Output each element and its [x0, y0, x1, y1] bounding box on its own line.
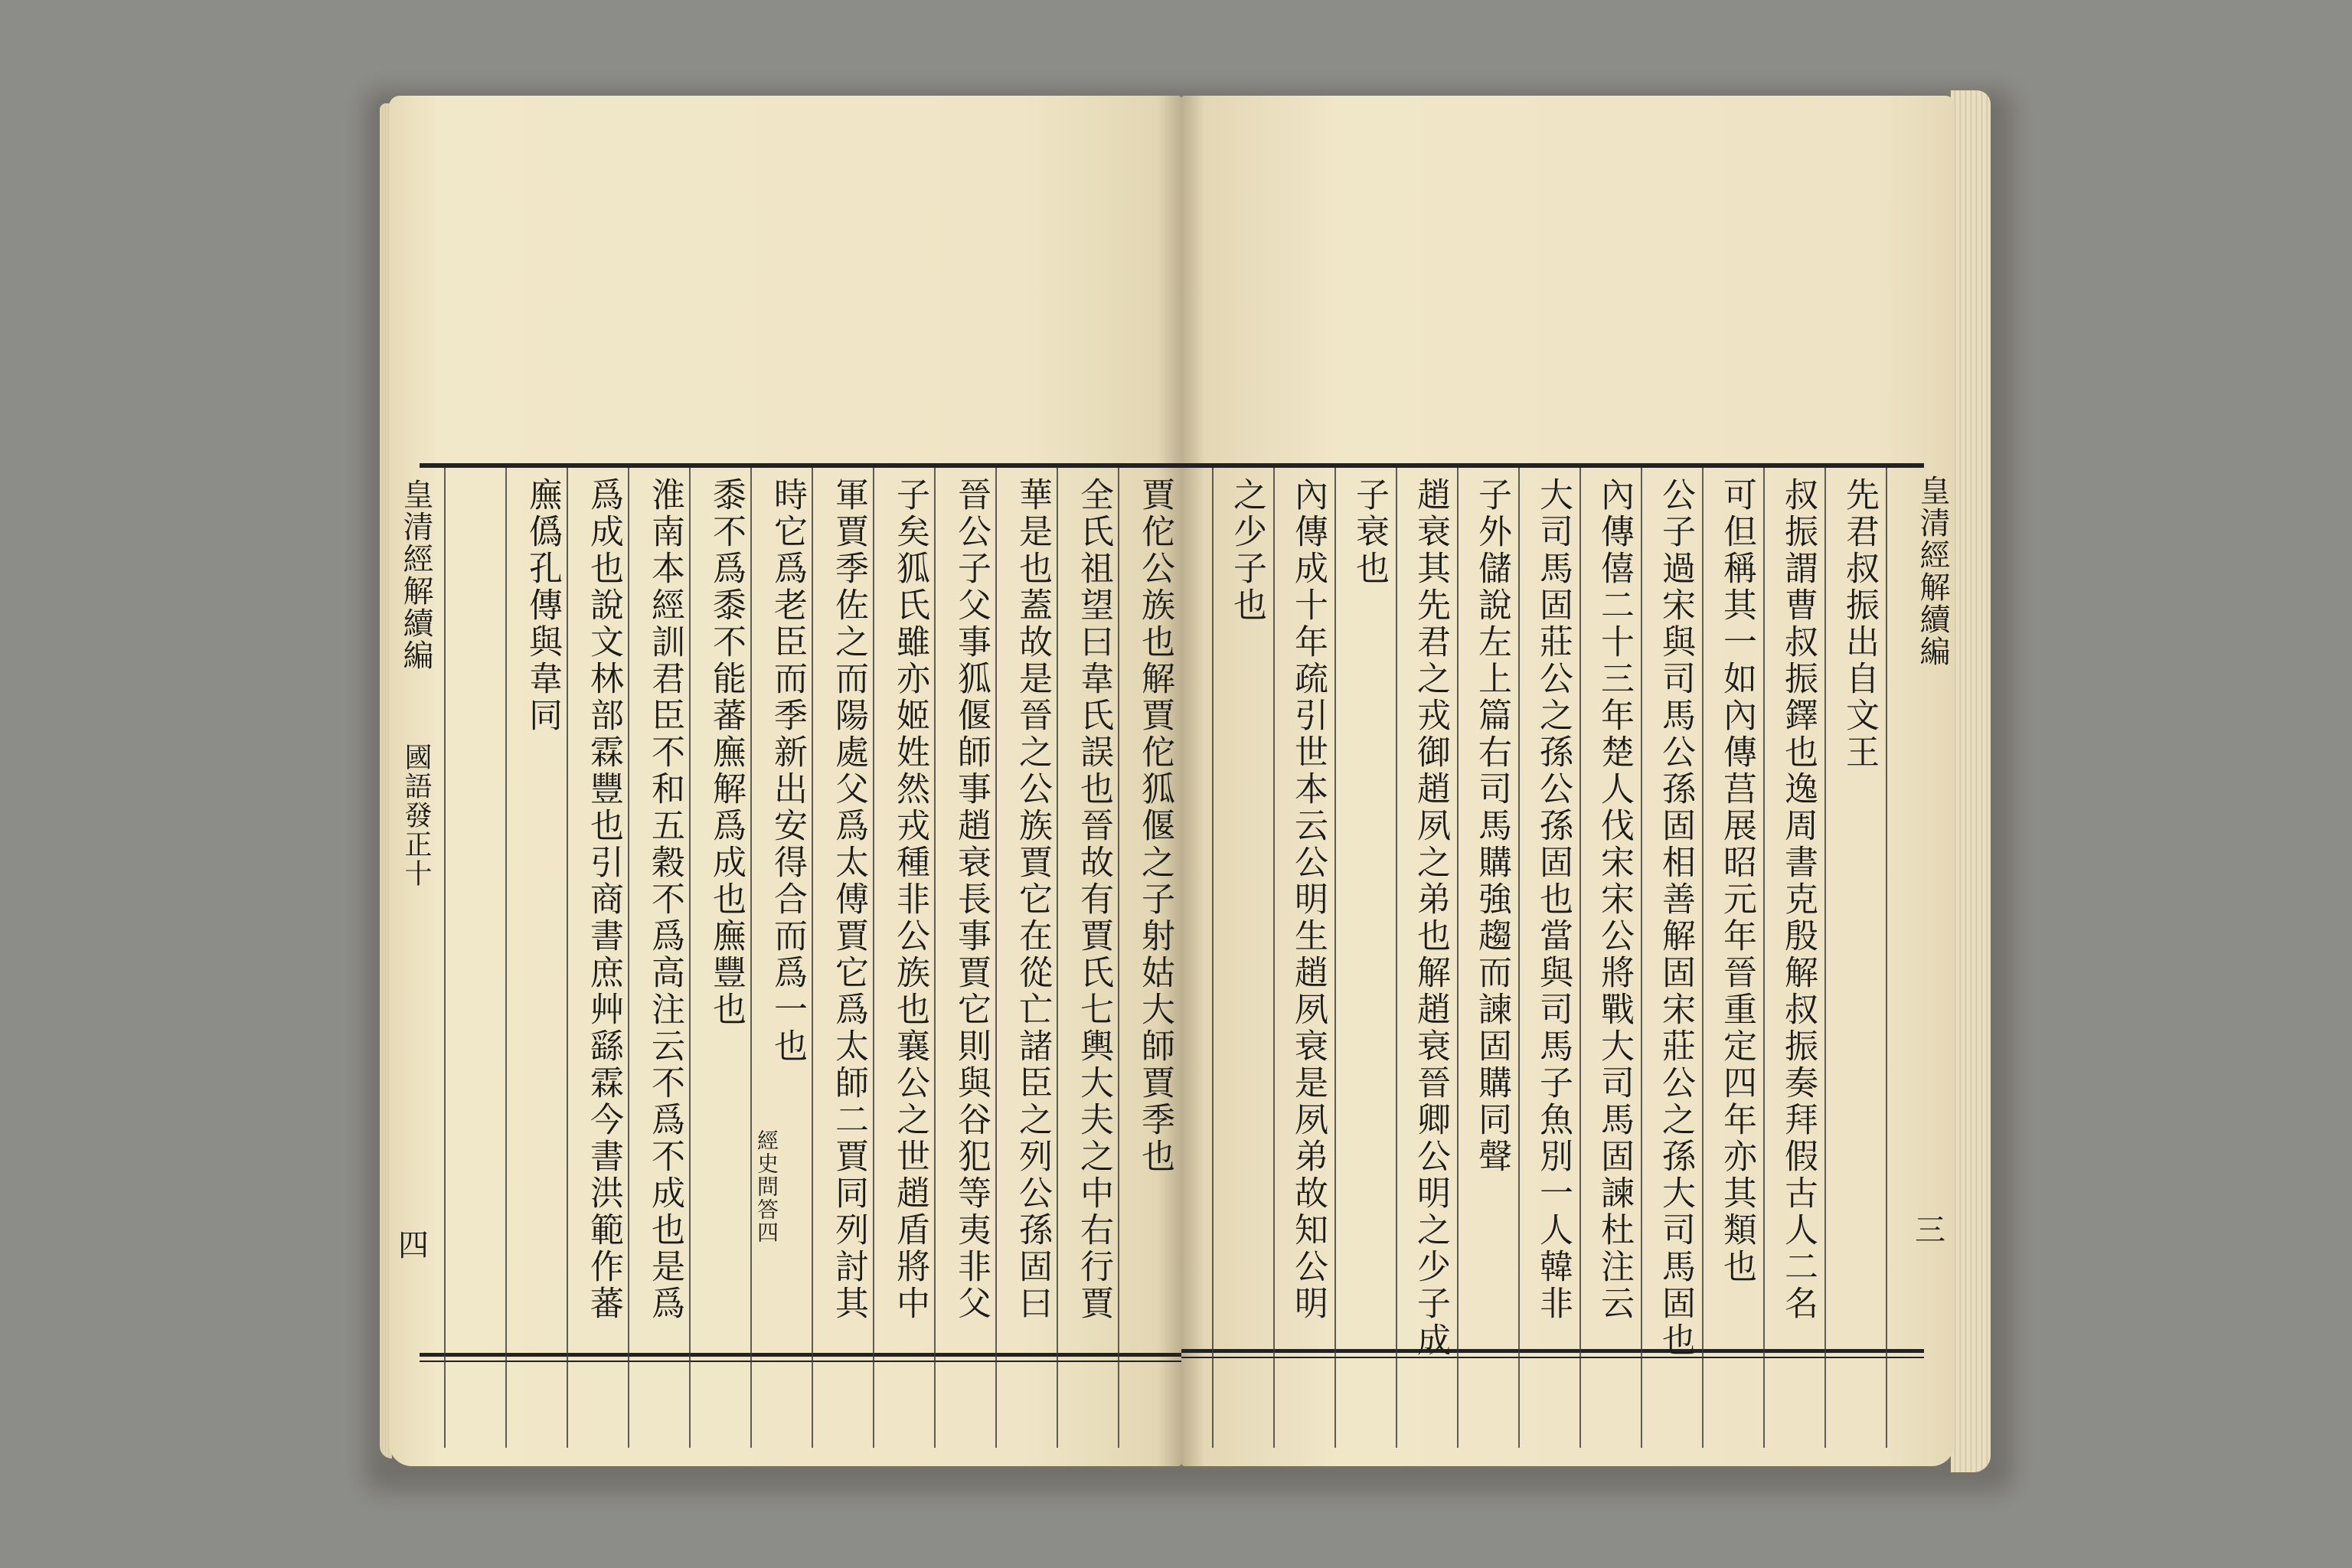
column-rule [1212, 468, 1214, 1448]
column-rule [1457, 468, 1459, 1448]
text-column: 子矣狐氏雖亦姬姓然戎種非公族也襄公之世趙盾將中 [890, 477, 929, 1322]
column-rule [689, 468, 691, 1448]
column-rule [1824, 468, 1826, 1448]
column-rule [873, 468, 874, 1448]
text-column: 之少子也 [1227, 477, 1266, 624]
column-rule [1702, 468, 1704, 1448]
column-rule [1518, 468, 1520, 1448]
column-rule [444, 468, 446, 1448]
text-column: 爲成也說文林部霖豐也引商書庶艸繇霖今書洪範作蕃 [584, 477, 623, 1322]
text-column: 內傳僖二十三年楚人伐宋宋公將戰大司馬固諫杜注云 [1595, 477, 1634, 1322]
column-rule [995, 468, 997, 1448]
column-rule [567, 468, 568, 1448]
column-rule [1641, 468, 1642, 1448]
right-page [1181, 96, 1955, 1466]
text-column: 時它爲老臣而季新出安得合而爲一也 [768, 477, 807, 1065]
column-rule [1273, 468, 1275, 1448]
text-column: 子外儲說左上篇右司馬購強趨而諫固購同聲 [1472, 477, 1511, 1175]
column-rule [1763, 468, 1765, 1448]
column-rule [1118, 468, 1119, 1448]
column-rule [934, 468, 936, 1448]
text-column: 大司馬固莊公之孫公孫固也當與司馬子魚別一人韓非 [1534, 477, 1573, 1322]
text-column: 趙衰其先君之戎御趙夙之弟也解趙衰晉卿公明之少子成 [1411, 477, 1450, 1359]
text-column: 全氏祖望曰韋氏誤也晉故有賈氏七輿大夫之中右行賈 [1074, 477, 1113, 1322]
right-page-number: 三 [1915, 1213, 1945, 1248]
column-rule [505, 468, 507, 1448]
column-rule [1886, 468, 1887, 1448]
text-column: 廡僞孔傳與韋同 [523, 477, 562, 734]
text-column: 子衰也 [1350, 477, 1389, 587]
small-note: 經史問答四 [754, 1129, 779, 1244]
text-column: 公子過宋與司馬公孫固相善解固宋莊公之孫大司馬固也 [1656, 477, 1695, 1359]
text-column: 華是也蓋故是晉之公族賈它在從亡諸臣之列公孫固曰 [1013, 477, 1052, 1322]
text-column: 先君叔振出自文王 [1840, 477, 1879, 771]
column-rule [1396, 468, 1397, 1448]
column-rule [1057, 468, 1058, 1448]
text-column: 黍不爲黍不能蕃廡解爲成也廡豐也 [707, 477, 746, 1028]
left-page-number: 四 [398, 1228, 429, 1263]
text-column: 賈佗公族也解賈佗狐偃之子射姑大師賈季也 [1135, 477, 1174, 1175]
left-margin-title: 皇清經解續編 [398, 479, 433, 671]
text-column: 晉公子父事狐偃師事趙衰長事賈它則與谷犯等夷非父 [952, 477, 991, 1322]
right-margin-title: 皇清經解續編 [1915, 475, 1950, 668]
left-margin-section: 國語發正十 [400, 743, 432, 888]
column-rule [1334, 468, 1336, 1448]
left-bottom-rule-thin [420, 1361, 1181, 1362]
text-column: 內傳成十年疏引世本云公明生趙夙衰是夙弟故知公明 [1289, 477, 1328, 1322]
column-rule [628, 468, 629, 1448]
text-column: 可但稱其一如內傳莒展昭元年晉重定四年亦其類也 [1717, 477, 1756, 1285]
right-page-stack [1951, 90, 1991, 1472]
text-column: 叔振謂曹叔振鐸也逸周書克殷解叔振奏拜假古人二名 [1779, 477, 1818, 1322]
text-column: 淮南本經訓君臣不和五穀不爲高注云不爲不成也是爲 [645, 477, 684, 1322]
left-bottom-rule [420, 1353, 1181, 1357]
column-rule [750, 468, 752, 1448]
right-bottom-rule-thin [1181, 1357, 1924, 1358]
column-rule [812, 468, 813, 1448]
text-column: 軍賈季佐之而陽處父爲太傅賈它爲太師二賈同列討其 [829, 477, 868, 1322]
left-page [389, 96, 1181, 1466]
right-bottom-rule [1181, 1349, 1924, 1353]
column-rule [1579, 468, 1581, 1448]
